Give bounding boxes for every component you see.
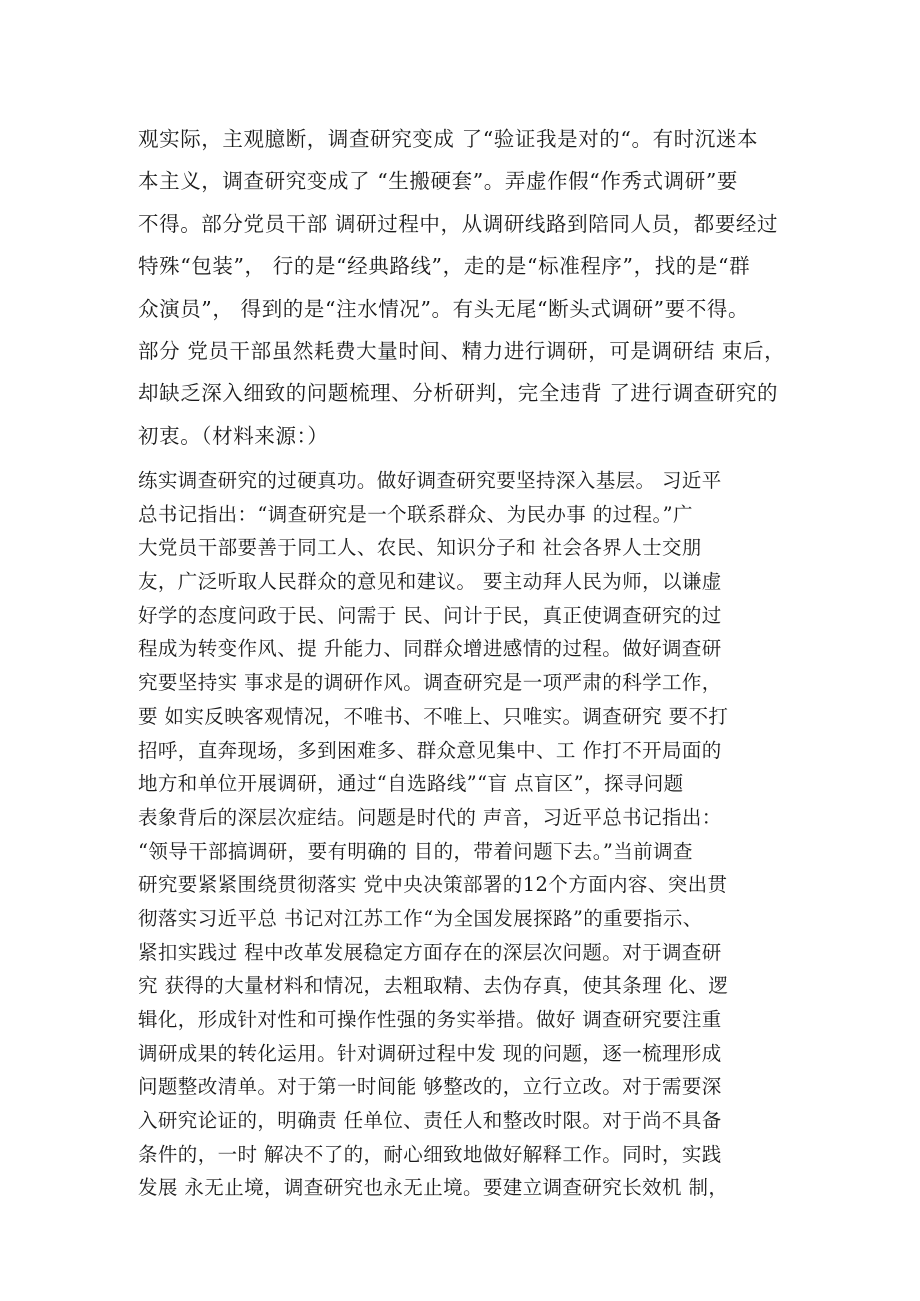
paragraph-2-line: 程成为转变作风、提 升能力、同群众增进感情的过程。做好调查研 [138, 637, 722, 661]
paragraph-2-line: “领导干部搞调研，要有明确的 目的，带着问题下去。”当前调查 [138, 839, 693, 863]
paragraph-2-line: 研究要紧紧围绕贯彻落实 党中央决策部署的12个方面内容、突出贯 [138, 873, 728, 897]
paragraph-2-line: 彻落实习近平总 书记对江苏工作“为全国发展探路”的重要指示、 [138, 906, 703, 930]
paragraph-2-line: 大党员干部要善于同工人、农民、知识分子和 社会各界人士交朋 [138, 536, 702, 560]
paragraph-1-line: 众演员”， 得到的是“注水情况”。有头无尾“断头式调研”要不得。 [138, 296, 750, 321]
paragraph-1-line: 本主义，调查研究变成了 “生搬硬套”。弄虚作假“作秀式调研”要 [138, 169, 739, 194]
paragraph-2-line: 总书记指出：“调查研究是一个联系群众、为民办事 的过程。”广 [138, 502, 693, 526]
paragraph-1-line: 却缺乏深入细致的问题梳理、分析研判，完全违背 了进行调查研究的 [138, 381, 779, 406]
paragraph-1 [138, 118, 818, 457]
paragraph-2-line: 发展 永无止境，调查研究也永无止境。要建立调查研究长效机 制， [138, 1176, 729, 1200]
paragraph-2-line: 要 如实反映客观情况，不唯书、不唯上、只唯实。调查研究 要不打 [138, 704, 729, 728]
paragraph-2-line: 调研成果的转化运用。针对调研过程中发 现的问题，逐一梳理形成 [138, 1041, 722, 1065]
paragraph-1-line: 不得。部分党员干部 调研过程中，从调研线路到陪同人员，都要经过 [138, 211, 779, 236]
paragraph-2-line: 究要坚持实 事求是的调研作风。调查研究是一项严肃的科学工作， [138, 671, 722, 695]
paragraph-2-line: 表象背后的深层次症结。问题是时代的 声音，习近平总书记指出： [138, 805, 722, 829]
paragraph-2-line: 地方和单位开展调研，通过“自选路线”“盲 点盲区”，探寻问题 [138, 772, 684, 796]
paragraph-2-line: 究 获得的大量材料和情况，去粗取精、去伪存真，使其条理 化、逻 [138, 974, 729, 998]
paragraph-2-line: 条件的，一时 解决不了的，耐心细致地做好解释工作。同时，实践 [138, 1142, 722, 1166]
paragraph-1-line: 部分 党员干部虽然耗费大量时间、精力进行调研，可是调研结 束后， [138, 338, 786, 363]
paragraph-2-line: 入研究论证的，明确责 任单位、责任人和整改时限。对于尚不具备 [138, 1109, 722, 1133]
paragraph-1-line: 特殊“包装”， 行的是“经典路线”，走的是“标准程序”，找的是“群 [138, 254, 751, 279]
paragraph-2-line: 练实调查研究的过硬真功。做好调查研究要坚持深入基层。 习近平 [138, 469, 722, 492]
paragraph-2-line: 招呼，直奔现场，多到困难多、群众意见集中、工 作打不开局面的 [138, 738, 722, 762]
paragraph-1-line: 初衷。（材料来源：） [138, 423, 329, 448]
paragraph-2-line: 友，广泛听取人民群众的意见和建议。 要主动拜人民为师，以谦虚 [138, 570, 722, 594]
paragraph-2-line: 紧扣实践过 程中改革发展稳定方面存在的深层次问题。对于调查研 [138, 940, 722, 964]
paragraph-2 [138, 464, 798, 1205]
paragraph-2-line: 辑化，形成针对性和可操作性强的务实举措。做好 调查研究要注重 [138, 1008, 722, 1031]
paragraph-1-line: 观实际，主观臆断，调查研究变成 了“验证我是对的“。有时沉迷本 [138, 127, 759, 151]
paragraph-2-line: 问题整改清单。对于第一时间能 够整改的，立行立改。对于需要深 [138, 1075, 722, 1099]
paragraph-2-line: 好学的态度问政于民、问需于 民、问计于民，真正使调查研究的过 [138, 603, 722, 627]
